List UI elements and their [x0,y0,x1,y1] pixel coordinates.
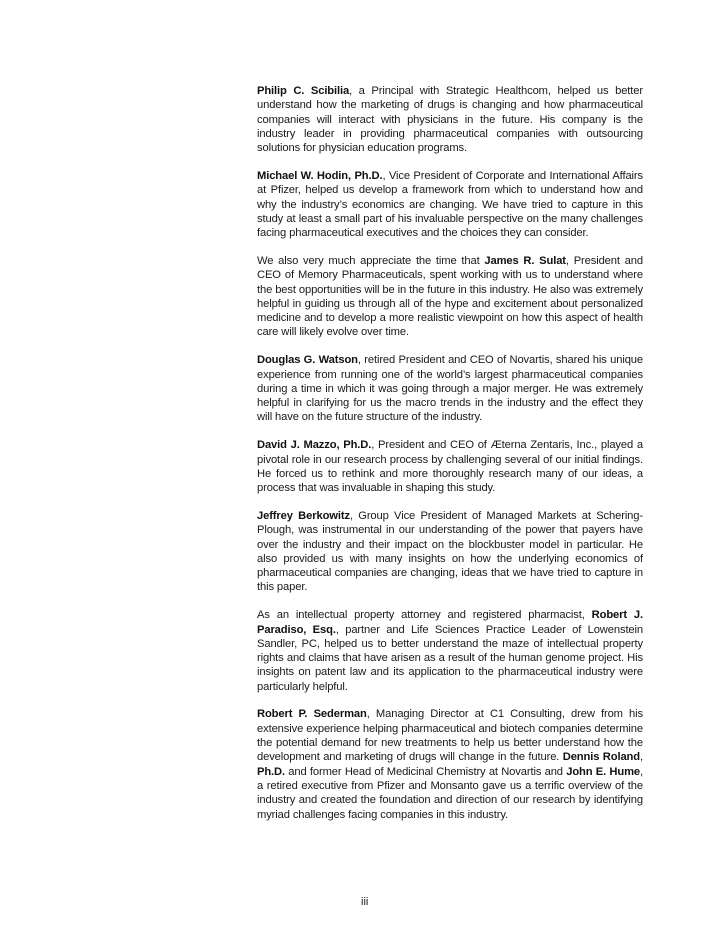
person-name: David J. Mazzo, Ph.D. [257,439,372,452]
paragraph-text: , retired President and CEO of Novartis, shared his unique experience from running one of the world’s largest pharmaceutical companies during a time in which it was going through a major merger. He was extremely helpful in clarifying for us the macro trends in the industry and the effect they will have on the future structure of the industry. [257,354,643,424]
paragraph-text: , a retired executive from Pfizer and Monsanto gave us a terrific overview of the industry and created the foundation and direction of our research by identifying myriad challenges facing companies in this industry. [257,765,644,821]
paragraph-text: and former Head of Medicinal Chemistry at Novartis and [285,765,567,778]
person-name: Dennis Roland [562,751,640,764]
acknowledgements-section [257,84,643,822]
person-name: John E. Hume [566,765,641,778]
paragraph-text: , President and CEO of Memory Pharmaceuticals, spent working with us to understand where the best opportunities will be in the future in this industry. He also was extremely helpful in guiding us through all of the hype and excitement about personalized medicine and to develop a more realistic viewpoint on how this aspect of health care will likely evolve over time. [257,254,643,339]
paragraph [257,254,643,340]
paragraph [257,84,643,155]
paragraph-text: , President and CEO of Æterna Zentaris, Inc., played a pivotal role in our research process by challenging several of our initial findings. He forced us to rethink and more thoroughly research many of our ideas, a process that was invaluable in shaping this study. [257,439,643,495]
paragraph [257,438,643,495]
paragraph-text: As an intellectual property attorney and registered pharmacist, [257,609,592,622]
page-number: iii [361,896,369,908]
person-name: Robert J. Paradiso, Esq. [257,609,643,636]
paragraph-text: , [639,751,643,764]
person-name: Jeffrey Berkowitz [257,509,350,522]
paragraph [257,707,643,821]
paragraph-text: , Vice President of Corporate and International Affairs at Pfizer, helped us develop a framework from which to understand how and why the industry’s economics are changing. We have tried to capture in this study at least a small part of his invaluable perspective on the many challenges facing pharmaceutical executives and the choices they can consider. [257,169,643,240]
person-name: Michael W. Hodin, Ph.D. [257,169,383,182]
paragraph-text: , partner and Life Sciences Practice Leader of Lowenstein Sandler, PC, helped us to better understand the maze of intellectual property rights and claims that have arisen as a result of the human genome project. His insights on patent law and its application to the pharmaceutical industry were particularly helpful. [257,623,644,693]
paragraph [257,169,643,240]
paragraph-text: , Group Vice President of Managed Markets at Schering-Plough, was instrumental in our understanding of the power that payers have over the industry and their impact on the blockbuster model in particular. He also provided us with many insights on how the underlying economics of pharmaceutical companies are changing, ideas that we have tried to capture in this paper. [257,509,643,594]
person-name: Ph.D. [257,765,285,778]
paragraph-text: , a Principal with Strategic Healthcom, helped us better understand how the marketing of drugs is changing and how pharmaceutical companies will interact with physicians in the future. His company is the industry leader in providing pharmaceutical companies with outsourcing solutions for physician education programs. [257,85,643,155]
paragraph-text: , Managing Director at C1 Consulting, drew from his extensive experience helping pharmaceutical and biotech companies determine the potential demand for new treatments to help us better understand how the development and marketing of drugs will change in the future. [257,708,644,764]
paragraph-text: We also very much appreciate the time that [257,254,485,267]
person-name: Robert P. Sederman [257,708,367,721]
paragraph [257,353,643,424]
person-name: Douglas G. Watson [257,354,358,367]
document-body [257,84,643,835]
paragraph [257,608,643,694]
person-name: Philip C. Scibilia [257,85,350,97]
paragraph [257,509,643,595]
person-name: James R. Sulat [484,254,566,267]
